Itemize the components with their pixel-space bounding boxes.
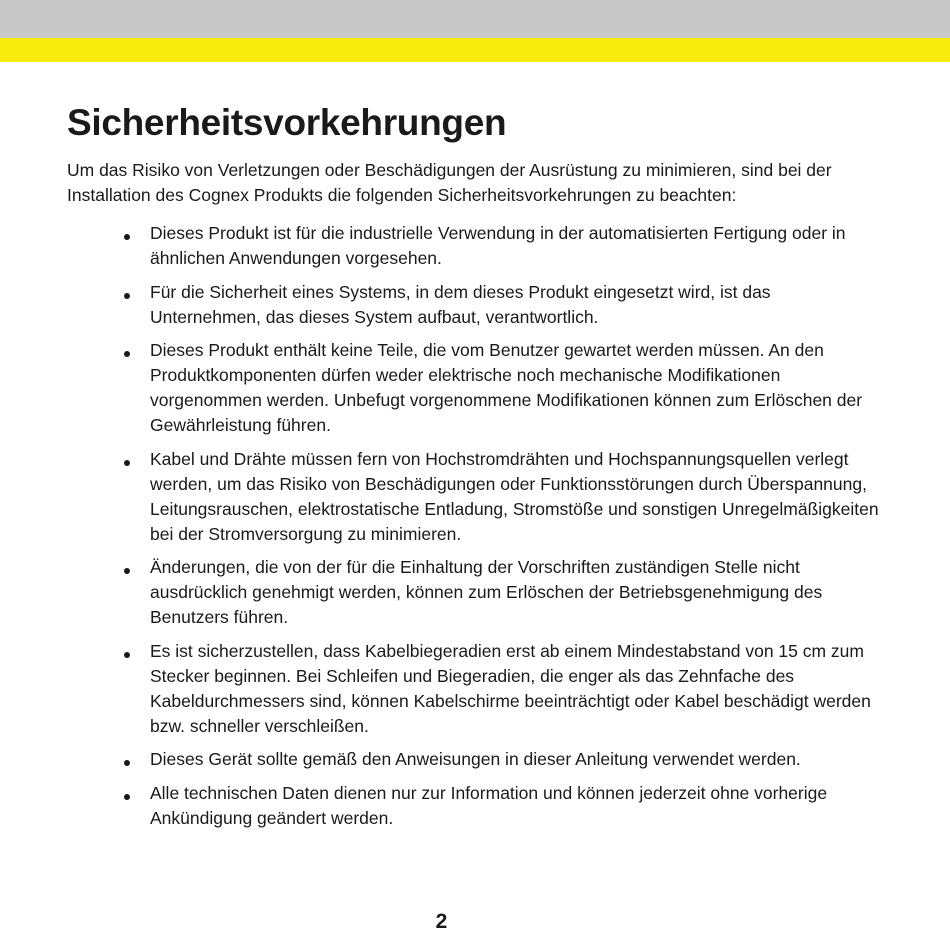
list-item-text: Dieses Produkt enthält keine Teile, die vom Benutzer gewartet werden müssen. An den Produktkomponenten dürfen weder elektrische noch mechanische Modifikationen vorgenommen werden. Unbefugt vorgenommene Modifikationen können zum Erlöschen der Gewährleistung führen. — [150, 340, 863, 435]
bullet-icon — [124, 568, 130, 574]
list-item — [150, 781, 885, 831]
bullet-icon — [124, 652, 130, 658]
list-item-text: Änderungen, die von der für die Einhaltung der Vorschriften zuständigen Stelle nicht ausdrücklich genehmigt werden, können zum Erlöschen der Betriebsgenehmigung des Benutzers führen. — [150, 557, 823, 627]
list-item-text: Dieses Produkt ist für die industrielle Verwendung in der automatisierten Fertigung oder in ähnlichen Anwendungen vorgesehen. — [150, 223, 846, 268]
bullet-icon — [124, 794, 130, 800]
list-item-text: Dieses Gerät sollte gemäß den Anweisungen in dieser Anleitung verwendet werden. — [150, 749, 801, 769]
header-gray-band — [0, 0, 950, 38]
list-item-text: Alle technischen Daten dienen nur zur Information und können jederzeit ohne vorherige Ankündigung geändert werden. — [150, 782, 828, 828]
list-item — [150, 639, 885, 739]
intro-paragraph: Um das Risiko von Verletzungen oder Beschädigungen der Ausrüstung zu minimieren, sind bei der Installation des Cognex Produkts die folgenden Sicherheitsvorkehrungen zu beachten: — [67, 160, 832, 205]
bullet-icon — [124, 351, 130, 357]
bullet-icon — [124, 760, 130, 766]
list-item-text: Es ist sicherzustellen, dass Kabelbiegeradien erst ab einem Mindestabstand von 15 cm zum Stecker beginnen. Bei Schleifen und Biegeradien, die enger als das Zehnfache des Kabeldurchmessers sind, können Kabelschirme beeinträchtigt oder Kabel beschädigt werden bzw. schneller verschleißen. — [150, 640, 871, 736]
safety-list — [150, 221, 885, 839]
list-item — [150, 221, 885, 271]
page-number: 2 — [435, 910, 448, 933]
list-item — [150, 280, 885, 330]
bullet-icon — [124, 460, 130, 466]
bullet-icon — [124, 293, 130, 299]
header-yellow-band — [0, 38, 950, 62]
list-item — [150, 555, 885, 630]
list-item-text: Kabel und Drähte müssen fern von Hochstromdrähten und Hochspannungsquellen verlegt werden, um das Risiko von Beschädigungen oder Funktionsstörungen durch Überspannung, Leitungsrauschen, elektrostatische Entladung, Stromstöße und sonstigen Unregelmäßigkeiten bei der Stromversorgung zu minimieren. — [150, 448, 879, 544]
bullet-icon — [124, 234, 130, 240]
list-item — [150, 338, 885, 438]
page-title: Sicherheitsvorkehrungen — [67, 102, 507, 143]
list-item — [150, 747, 885, 772]
list-item-text: Für die Sicherheit eines Systems, in dem dieses Produkt eingesetzt wird, ist das Unternehmen, das dieses System aufbaut, verantwortlich. — [150, 281, 771, 327]
list-item — [150, 447, 885, 547]
